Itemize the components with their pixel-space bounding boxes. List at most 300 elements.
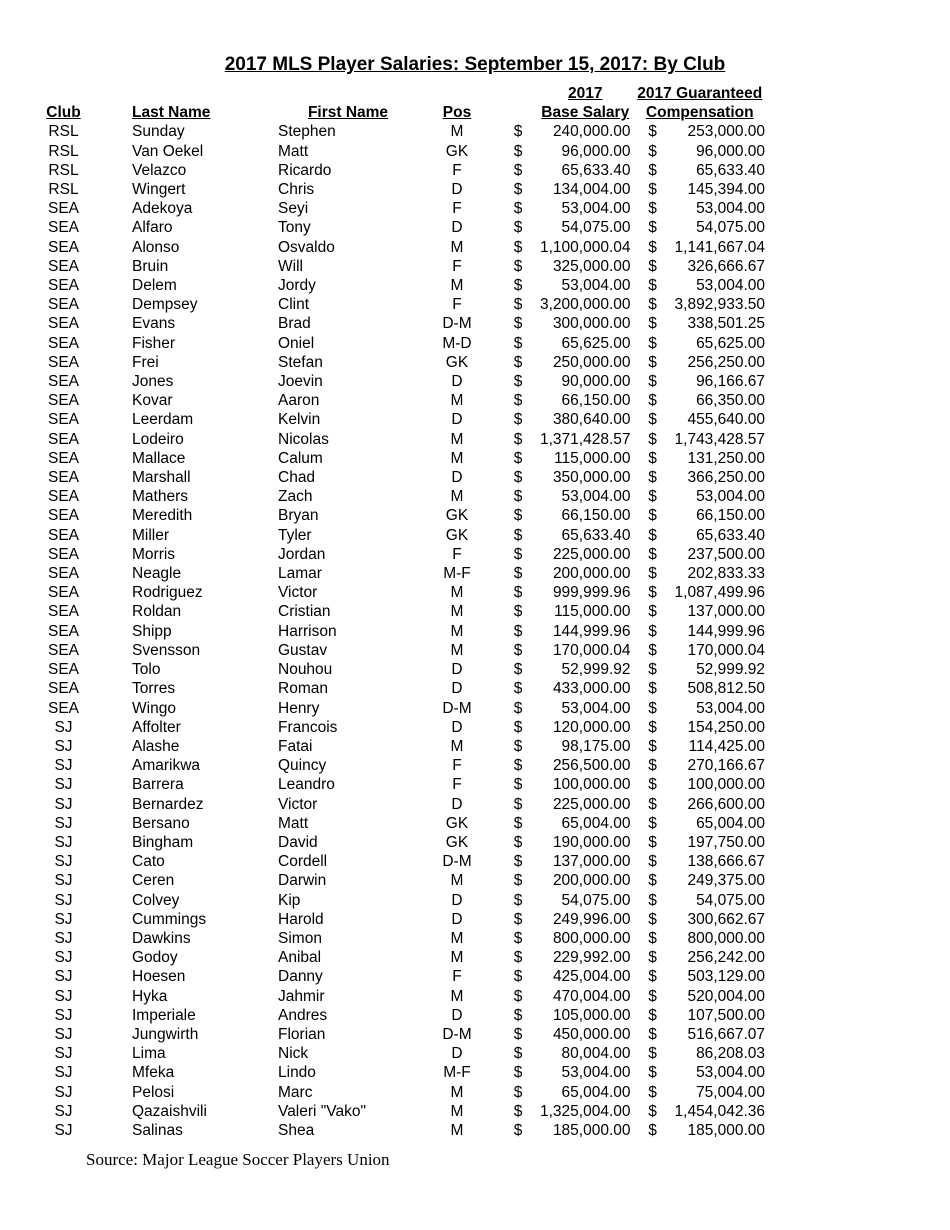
comp-currency-cell: $	[648, 891, 657, 909]
guaranteed-comp-cell: 53,004.00	[696, 200, 766, 218]
last-name-cell: Qazaishvili	[132, 1102, 207, 1120]
base-currency-cell: $	[513, 1121, 523, 1139]
position-cell: M	[450, 737, 464, 755]
first-name-cell: Nouhou	[278, 661, 333, 679]
comp-currency-cell: $	[648, 565, 657, 583]
table-header	[0, 84, 765, 122]
last-name-cell: Miller	[132, 526, 170, 544]
club-cell: SJ	[54, 776, 73, 794]
club-cell: SJ	[54, 795, 73, 813]
first-name-cell: Andres	[278, 1006, 328, 1024]
club-cell: SJ	[54, 1006, 73, 1024]
table-row	[0, 410, 765, 429]
base-currency-cell: $	[513, 430, 523, 448]
comp-currency-cell: $	[648, 929, 657, 947]
last-name-cell: Affolter	[132, 718, 181, 736]
guaranteed-comp-cell: 300,662.67	[687, 910, 766, 928]
guaranteed-comp-cell: 65,633.40	[696, 526, 766, 544]
header-row-bottom	[0, 103, 765, 122]
base-currency-cell: $	[513, 469, 523, 487]
club-cell: SEA	[47, 296, 79, 314]
last-name-cell: Torres	[132, 680, 176, 698]
guaranteed-comp-cell: 455,640.00	[687, 411, 766, 429]
salary-table-container	[0, 84, 950, 1140]
comp-currency-cell: $	[648, 1083, 657, 1101]
base-currency-cell: $	[513, 526, 523, 544]
guaranteed-comp-cell: 86,208.03	[696, 1045, 766, 1063]
club-cell: SJ	[54, 910, 73, 928]
comp-currency-cell: $	[648, 661, 657, 679]
comp-currency-cell: $	[648, 469, 657, 487]
club-cell: RSL	[48, 123, 79, 141]
base-salary-cell: 137,000.00	[552, 853, 631, 871]
guaranteed-comp-cell: 54,075.00	[696, 219, 766, 237]
guaranteed-comp-cell: 137,000.00	[687, 603, 766, 621]
position-cell: M	[450, 987, 464, 1005]
comp-currency-cell: $	[648, 949, 657, 967]
club-cell: SEA	[47, 584, 79, 602]
base-salary-cell: 170,000.04	[552, 641, 631, 659]
position-cell: GK	[445, 526, 469, 544]
first-name-cell: Clint	[278, 296, 310, 314]
base-salary-cell: 52,999.92	[561, 661, 631, 679]
last-name-cell: Lima	[132, 1045, 166, 1063]
base-salary-cell: 450,000.00	[552, 1025, 631, 1043]
base-currency-cell: $	[513, 910, 523, 928]
guaranteed-comp-cell: 366,250.00	[687, 469, 766, 487]
last-name-cell: Lodeiro	[132, 430, 184, 448]
club-cell: RSL	[48, 142, 79, 160]
first-name-cell: Lamar	[278, 565, 322, 583]
first-name-cell: Matt	[278, 142, 309, 160]
position-cell: D	[451, 910, 463, 928]
base-salary-cell: 90,000.00	[561, 373, 631, 391]
base-currency-cell: $	[513, 737, 523, 755]
guaranteed-comp-cell: 75,004.00	[696, 1083, 766, 1101]
table-row	[0, 218, 765, 237]
guaranteed-comp-cell: 326,666.67	[687, 257, 766, 275]
comp-currency-cell: $	[648, 373, 657, 391]
first-name-cell: Victor	[278, 584, 318, 602]
table-row	[0, 122, 765, 141]
club-cell: SEA	[47, 430, 79, 448]
comp-currency-cell: $	[648, 1121, 657, 1139]
base-currency-cell: $	[513, 795, 523, 813]
guaranteed-comp-cell: 53,004.00	[696, 277, 766, 295]
last-name-cell: Jones	[132, 373, 174, 391]
base-currency-cell: $	[513, 181, 523, 199]
guaranteed-comp-cell: 138,666.67	[687, 853, 766, 871]
club-cell: SJ	[54, 853, 73, 871]
base-currency-cell: $	[513, 334, 523, 352]
club-cell: SEA	[47, 545, 79, 563]
comp-currency-cell: $	[648, 968, 657, 986]
last-name-cell: Frei	[132, 353, 159, 371]
guaranteed-comp-cell: 100,000.00	[687, 776, 766, 794]
base-currency-cell: $	[513, 315, 523, 333]
club-cell: SJ	[54, 757, 73, 775]
guaranteed-comp-cell: 800,000.00	[687, 929, 766, 947]
last-name-cell: Dawkins	[132, 929, 191, 947]
guaranteed-comp-cell: 3,892,933.50	[674, 296, 766, 314]
first-name-cell: Stefan	[278, 353, 323, 371]
first-name-cell: Oniel	[278, 334, 315, 352]
guaranteed-comp-cell: 52,999.92	[696, 661, 766, 679]
club-cell: SEA	[47, 353, 79, 371]
first-name-cell: Joevin	[278, 373, 323, 391]
last-name-cell: Bernardez	[132, 795, 204, 813]
guaranteed-comp-cell: 1,743,428.57	[674, 430, 766, 448]
base-salary-cell: 66,150.00	[561, 392, 631, 410]
base-salary-cell: 185,000.00	[552, 1121, 631, 1139]
club-cell: SEA	[47, 488, 79, 506]
club-cell: SJ	[54, 987, 73, 1005]
first-name-cell: Osvaldo	[278, 238, 335, 256]
first-name-cell: Bryan	[278, 507, 319, 525]
club-cell: SEA	[47, 392, 79, 410]
position-cell: D	[451, 373, 463, 391]
base-salary-cell: 800,000.00	[552, 929, 631, 947]
base-currency-cell: $	[513, 680, 523, 698]
last-name-cell: Meredith	[132, 507, 193, 525]
guaranteed-comp-cell: 53,004.00	[696, 699, 766, 717]
last-name-cell: Mfeka	[132, 1064, 175, 1082]
last-name-cell: Barrera	[132, 776, 184, 794]
comp-currency-cell: $	[648, 910, 657, 928]
header-last-name: Last Name	[132, 104, 211, 122]
base-currency-cell: $	[513, 392, 523, 410]
position-cell: M	[450, 430, 464, 448]
header-club: Club	[46, 104, 81, 122]
guaranteed-comp-cell: 338,501.25	[687, 315, 766, 333]
position-cell: M	[450, 641, 464, 659]
club-cell: SEA	[47, 315, 79, 333]
base-currency-cell: $	[513, 929, 523, 947]
base-currency-cell: $	[513, 507, 523, 525]
last-name-cell: Alonso	[132, 238, 180, 256]
club-cell: SEA	[47, 661, 79, 679]
table-row	[0, 353, 765, 372]
header-base-year: 2017	[568, 85, 603, 102]
club-cell: SJ	[54, 814, 73, 832]
last-name-cell: Kovar	[132, 392, 173, 410]
table-row	[0, 737, 765, 756]
club-cell: SEA	[47, 238, 79, 256]
base-currency-cell: $	[513, 987, 523, 1005]
page-title: 2017 MLS Player Salaries: September 15, 2017: By Club	[224, 54, 726, 75]
position-cell: M	[450, 1102, 464, 1120]
position-cell: D	[451, 181, 463, 199]
header-pos-spacer	[418, 84, 496, 103]
table-row	[0, 622, 765, 641]
last-name-cell: Tolo	[132, 661, 161, 679]
table-row	[0, 775, 765, 794]
club-cell: SJ	[54, 718, 73, 736]
last-name-cell: Dempsey	[132, 296, 198, 314]
position-cell: M	[450, 872, 464, 890]
base-currency-cell: $	[513, 565, 523, 583]
position-cell: D	[451, 795, 463, 813]
base-currency-cell: $	[513, 833, 523, 851]
comp-currency-cell: $	[648, 872, 657, 890]
position-cell: D-M	[442, 1025, 472, 1043]
comp-currency-cell: $	[648, 488, 657, 506]
guaranteed-comp-cell: 508,812.50	[687, 680, 766, 698]
comp-currency-cell: $	[648, 1045, 657, 1063]
base-salary-cell: 53,004.00	[561, 699, 631, 717]
position-cell: D-M	[442, 699, 472, 717]
table-row	[0, 180, 765, 199]
first-name-cell: David	[278, 833, 318, 851]
club-cell: SJ	[54, 1121, 73, 1139]
position-cell: M	[450, 949, 464, 967]
base-currency-cell: $	[513, 142, 523, 160]
club-cell: SEA	[47, 507, 79, 525]
last-name-cell: Alashe	[132, 737, 180, 755]
club-cell: SJ	[54, 891, 73, 909]
first-name-cell: Harrison	[278, 622, 337, 640]
comp-currency-cell: $	[648, 526, 657, 544]
base-currency-cell: $	[513, 872, 523, 890]
club-cell: SEA	[47, 200, 79, 218]
base-salary-cell: 120,000.00	[552, 718, 631, 736]
club-cell: SEA	[47, 603, 79, 621]
club-cell: SJ	[54, 929, 73, 947]
first-name-cell: Fatai	[278, 737, 313, 755]
comp-currency-cell: $	[648, 1102, 657, 1120]
guaranteed-comp-cell: 520,004.00	[687, 987, 766, 1005]
comp-currency-cell: $	[648, 219, 657, 237]
table-row	[0, 199, 765, 218]
base-currency-cell: $	[513, 277, 523, 295]
comp-currency-cell: $	[648, 392, 657, 410]
position-cell: M	[450, 123, 464, 141]
table-row	[0, 641, 765, 660]
first-name-cell: Seyi	[278, 200, 309, 218]
table-row	[0, 545, 765, 564]
position-cell: F	[452, 161, 462, 179]
table-row	[0, 1083, 765, 1102]
position-cell: M	[450, 488, 464, 506]
first-name-cell: Anibal	[278, 949, 322, 967]
position-cell: D	[451, 718, 463, 736]
base-salary-cell: 1,100,000.04	[540, 238, 631, 256]
table-row	[0, 257, 765, 276]
base-salary-cell: 200,000.00	[552, 872, 631, 890]
table-row	[0, 1006, 765, 1025]
position-cell: GK	[445, 142, 469, 160]
salary-table	[0, 84, 765, 1140]
table-row	[0, 891, 765, 910]
base-salary-cell: 65,004.00	[561, 814, 631, 832]
guaranteed-comp-cell: 131,250.00	[687, 449, 766, 467]
first-name-cell: Cordell	[278, 853, 328, 871]
table-body	[0, 122, 765, 1140]
table-row	[0, 391, 765, 410]
club-cell: SEA	[47, 373, 79, 391]
base-currency-cell: $	[513, 622, 523, 640]
guaranteed-comp-cell: 256,250.00	[687, 353, 766, 371]
base-salary-cell: 999,999.96	[552, 584, 631, 602]
comp-currency-cell: $	[648, 430, 657, 448]
table-row	[0, 660, 765, 679]
position-cell: F	[452, 968, 462, 986]
first-name-cell: Jordy	[278, 277, 316, 295]
last-name-cell: Delem	[132, 277, 177, 295]
first-name-cell: Simon	[278, 929, 322, 947]
last-name-cell: Bingham	[132, 833, 194, 851]
header-compensation: Compensation	[645, 104, 754, 122]
base-salary-cell: 470,004.00	[552, 987, 631, 1005]
position-cell: M	[450, 622, 464, 640]
base-salary-cell: 53,004.00	[561, 488, 631, 506]
base-currency-cell: $	[513, 545, 523, 563]
comp-currency-cell: $	[648, 603, 657, 621]
club-cell: SEA	[47, 257, 79, 275]
table-row	[0, 967, 765, 986]
last-name-cell: Hyka	[132, 987, 168, 1005]
club-cell: SEA	[47, 641, 79, 659]
base-currency-cell: $	[513, 161, 523, 179]
comp-currency-cell: $	[648, 315, 657, 333]
guaranteed-comp-cell: 253,000.00	[687, 123, 766, 141]
comp-currency-cell: $	[648, 181, 657, 199]
base-salary-cell: 225,000.00	[552, 545, 631, 563]
position-cell: D-M	[442, 315, 472, 333]
position-cell: M	[450, 449, 464, 467]
table-row	[0, 430, 765, 449]
position-cell: M-F	[443, 565, 471, 583]
comp-currency-cell: $	[648, 1025, 657, 1043]
comp-currency-cell: $	[648, 296, 657, 314]
guaranteed-comp-cell: 516,667.07	[687, 1025, 766, 1043]
last-name-cell: Amarikwa	[132, 757, 201, 775]
base-currency-cell: $	[513, 891, 523, 909]
guaranteed-comp-cell: 96,000.00	[696, 142, 766, 160]
comp-currency-cell: $	[648, 718, 657, 736]
base-currency-cell: $	[513, 1083, 523, 1101]
last-name-cell: Wingo	[132, 699, 176, 717]
table-row	[0, 948, 765, 967]
comp-currency-cell: $	[648, 987, 657, 1005]
club-cell: SJ	[54, 1102, 73, 1120]
position-cell: D	[451, 661, 463, 679]
comp-currency-cell: $	[648, 334, 657, 352]
first-name-cell: Zach	[278, 488, 313, 506]
last-name-cell: Adekoya	[132, 200, 193, 218]
guaranteed-comp-cell: 154,250.00	[687, 718, 766, 736]
last-name-cell: Bruin	[132, 257, 169, 275]
last-name-cell: Velazco	[132, 161, 187, 179]
last-name-cell: Sunday	[132, 123, 185, 141]
guaranteed-comp-cell: 65,633.40	[696, 161, 766, 179]
table-row	[0, 718, 765, 737]
position-cell: M	[450, 584, 464, 602]
last-name-cell: Roldan	[132, 603, 182, 621]
base-salary-cell: 1,325,004.00	[540, 1102, 631, 1120]
comp-currency-cell: $	[648, 757, 657, 775]
first-name-cell: Danny	[278, 968, 323, 986]
comp-currency-cell: $	[648, 161, 657, 179]
header-base-salary: Base Salary	[541, 104, 630, 122]
base-salary-cell: 54,075.00	[561, 891, 631, 909]
comp-currency-cell: $	[648, 680, 657, 698]
last-name-cell: Van Oekel	[132, 142, 204, 160]
comp-currency-cell: $	[648, 277, 657, 295]
comp-currency-cell: $	[648, 622, 657, 640]
base-currency-cell: $	[513, 296, 523, 314]
guaranteed-comp-cell: 96,166.67	[696, 373, 766, 391]
comp-currency-cell: $	[648, 545, 657, 563]
position-cell: D	[451, 411, 463, 429]
first-name-cell: Francois	[278, 718, 338, 736]
first-name-cell: Jordan	[278, 545, 326, 563]
header-first-name: First Name	[307, 104, 389, 122]
club-cell: SEA	[47, 449, 79, 467]
last-name-cell: Ceren	[132, 872, 175, 890]
table-row	[0, 238, 765, 257]
base-salary-cell: 65,625.00	[561, 334, 631, 352]
guaranteed-comp-cell: 202,833.33	[687, 565, 766, 583]
position-cell: M	[450, 929, 464, 947]
base-salary-cell: 100,000.00	[552, 776, 631, 794]
table-row	[0, 1121, 765, 1140]
guaranteed-comp-cell: 145,394.00	[687, 181, 766, 199]
base-currency-cell: $	[513, 200, 523, 218]
comp-currency-cell: $	[648, 257, 657, 275]
base-salary-cell: 200,000.00	[552, 565, 631, 583]
comp-currency-cell: $	[648, 238, 657, 256]
club-cell: SEA	[47, 565, 79, 583]
position-cell: D	[451, 469, 463, 487]
table-row	[0, 910, 765, 929]
guaranteed-comp-cell: 256,242.00	[687, 949, 766, 967]
base-currency-cell: $	[513, 353, 523, 371]
last-name-cell: Imperiale	[132, 1006, 196, 1024]
table-row	[0, 679, 765, 698]
base-salary-cell: 144,999.96	[552, 622, 631, 640]
last-name-cell: Fisher	[132, 334, 176, 352]
comp-currency-cell: $	[648, 449, 657, 467]
base-salary-cell: 65,633.40	[561, 526, 631, 544]
table-row	[0, 295, 765, 314]
table-row	[0, 1025, 765, 1044]
guaranteed-comp-cell: 1,454,042.36	[674, 1102, 766, 1120]
base-salary-cell: 225,000.00	[552, 795, 631, 813]
base-currency-cell: $	[513, 411, 523, 429]
comp-currency-cell: $	[648, 1006, 657, 1024]
comp-currency-cell: $	[648, 507, 657, 525]
first-name-cell: Tony	[278, 219, 311, 237]
base-currency-cell: $	[513, 1064, 523, 1082]
table-row	[0, 852, 765, 871]
table-row	[0, 1102, 765, 1121]
club-cell: SEA	[47, 622, 79, 640]
position-cell: M	[450, 1121, 464, 1139]
base-salary-cell: 96,000.00	[561, 142, 631, 160]
base-currency-cell: $	[513, 949, 523, 967]
club-cell: SEA	[47, 699, 79, 717]
first-name-cell: Valeri "Vako"	[278, 1102, 366, 1120]
guaranteed-comp-cell: 1,087,499.96	[674, 584, 766, 602]
comp-currency-cell: $	[648, 833, 657, 851]
base-currency-cell: $	[513, 257, 523, 275]
club-cell: RSL	[48, 161, 79, 179]
first-name-cell: Roman	[278, 680, 328, 698]
guaranteed-comp-cell: 185,000.00	[687, 1121, 766, 1139]
position-cell: M-F	[443, 1064, 471, 1082]
comp-currency-cell: $	[648, 737, 657, 755]
